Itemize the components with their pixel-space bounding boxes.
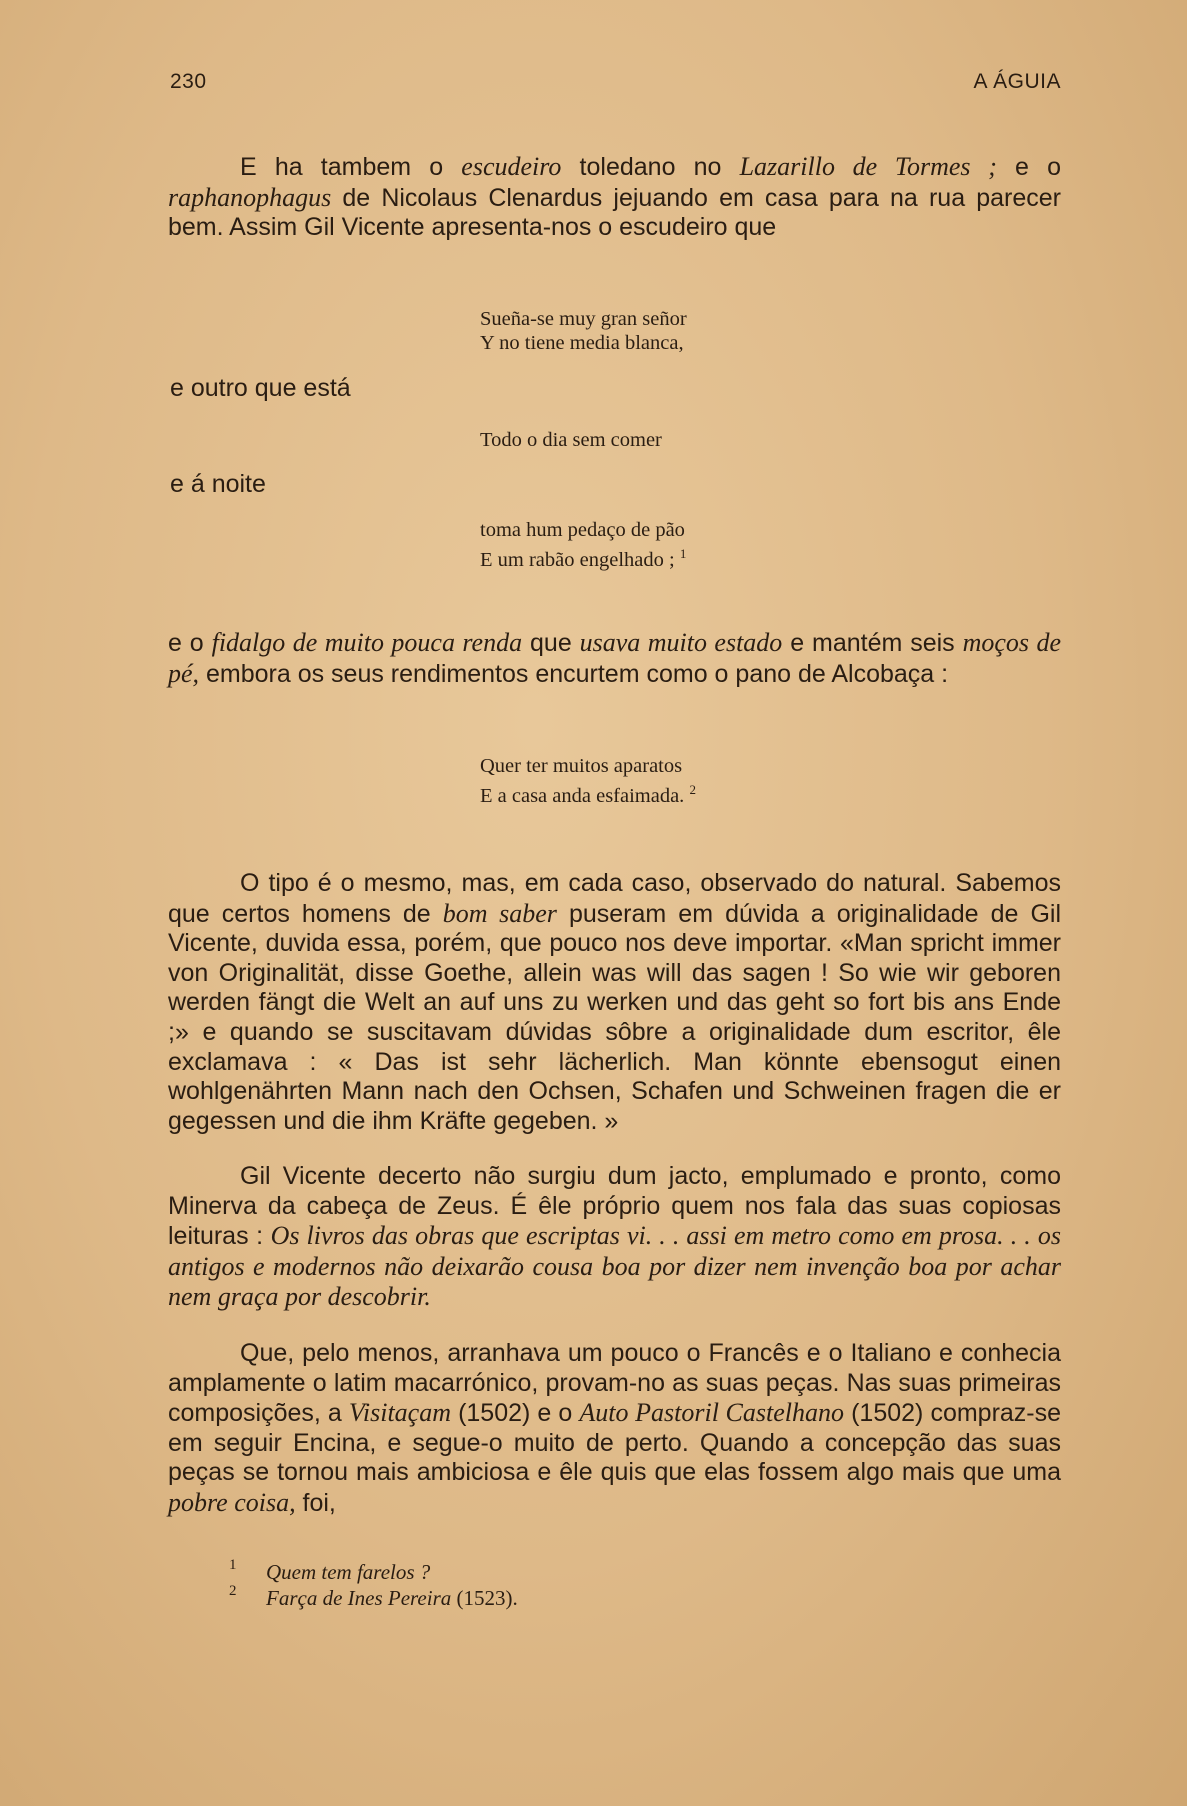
verse-line: Todo o dia sem comer — [480, 429, 662, 451]
italic-span: bom saber — [442, 898, 557, 928]
verse-line: Quer ter muitos aparatos — [480, 755, 683, 777]
text-span: embora os seus rendimentos encurtem como o pano de Alcobaça : — [199, 659, 949, 688]
italic-span: escudeiro — [461, 152, 562, 181]
text-span: O tipo é o mesmo, mas, em cada caso, observado do natural. Sabemos que certos homens de — [168, 869, 1061, 928]
text-span: foi, — [295, 1488, 336, 1517]
text-span: toledano no — [561, 153, 740, 181]
italic-span: fidalgo de muito pouca renda — [211, 628, 523, 657]
italic-span: pobre coisa, — [168, 1487, 296, 1517]
italic-span: Os livros das obras que escriptas vi. . . assi em metro como em prosa. . . os antigos e modernos não deixarão cousa boa por dizer nem invenção boa por achar nem graça por descobrir. — [168, 1221, 1061, 1312]
paragraph-1 — [168, 152, 1061, 243]
footnote-ref: 2 — [689, 782, 696, 797]
italic-span: raphanophagus — [168, 182, 332, 212]
verse-line: Y no tiene media blanca, — [480, 332, 684, 354]
verse-quote-2 — [480, 428, 662, 452]
verse-quote-3 — [480, 518, 686, 572]
text-span: e o — [996, 153, 1061, 181]
paragraph-4 — [168, 1162, 1061, 1313]
lead-in-text: e outro que está — [170, 374, 351, 402]
text-span: Gil Vicente decerto não surgiu dum jacto, emplumado e pronto, como Minerva da cabeça de Zeus. É êle próprio quem nos fala das suas copiosas leituras : — [168, 1162, 1061, 1251]
verse-line-text: E um rabão engelhado ; — [480, 548, 675, 571]
footnote-italic: Farça de Ines Pereira — [266, 1586, 452, 1610]
verse-quote-1 — [480, 307, 687, 355]
italic-span: moços de pé, — [168, 628, 1062, 688]
journal-title: A ÁGUIA — [973, 70, 1061, 93]
verse-line — [480, 778, 696, 808]
verse-quote-4 — [480, 754, 696, 808]
text-span: E ha tambem o — [240, 153, 462, 181]
text-span: puseram em dúvida a originalidade de Gil Vicente, duvida essa, porém, que pouco nos deve importar. «Man spricht immer von Originalität, disse Goethe, allein was will das sagen ! So wie wir geboren werden fängt die Welt an auf uns zu werken und das geht so fort bis ans Ende ;» e quando se suscitavam dúvidas sôbre a originalidade dum escritor, êle exclamava : « Das ist sehr lächerlich. Man könnte ebensogut einen wohlgenährten Mann nach den Ochsen, Schafen und Schweinen fragen die er gegessen und die ihm Kräfte gegeben. » — [168, 899, 1061, 1135]
footnote-number: 2 — [229, 1583, 237, 1599]
footnote-number: 1 — [229, 1557, 237, 1573]
footnote-ref: 1 — [679, 546, 687, 561]
verse-line-text: E a casa anda esfaimada. — [480, 784, 685, 807]
text-span: e mantém seis — [782, 629, 963, 657]
italic-span: Visitaçam — [348, 1398, 451, 1428]
text-span: de Nicolaus Clenardus jejuando em casa para na rua parecer bem. Assim Gil Vicente apresenta-nos o escudeiro que — [168, 183, 1061, 242]
italic-span: Auto Pastoril Castelhano — [579, 1398, 845, 1428]
lead-in-text: e á noite — [170, 470, 266, 498]
verse-line — [480, 542, 686, 572]
text-span: que — [522, 629, 580, 657]
text-span: (1502) compraz-se em seguir Encina, e segue-o muito de perto. Quando a concepção das suas peças se tornou mais ambiciosa e êle quis que elas fossem algo mais que uma — [168, 1399, 1062, 1487]
footnote-extra: (1523). — [451, 1586, 518, 1610]
page-number: 230 — [170, 70, 207, 93]
footnote-italic: Quem tem farelos ? — [266, 1560, 431, 1584]
running-header — [170, 70, 1061, 94]
footnote-text — [266, 1560, 430, 1585]
italic-span: Lazarillo de Tormes ; — [739, 152, 997, 181]
paragraph-3 — [168, 869, 1061, 1136]
paragraph-2 — [168, 628, 1061, 689]
italic-span: usava muito estado — [579, 628, 783, 657]
verse-line: Sueña-se muy gran señor — [480, 308, 687, 330]
verse-line: toma hum pedaço de pão — [480, 519, 685, 541]
text-span: Que, pelo menos, arranhava um pouco o Francês e o Italiano e conhecia amplamente o latim macarrónico, provam-no as suas peças. Nas suas primeiras composições, a — [168, 1339, 1061, 1428]
footnote-text — [266, 1586, 518, 1611]
paragraph-5 — [168, 1339, 1061, 1519]
text-span: e o — [168, 629, 212, 657]
text-span: (1502) e o — [450, 1399, 580, 1428]
